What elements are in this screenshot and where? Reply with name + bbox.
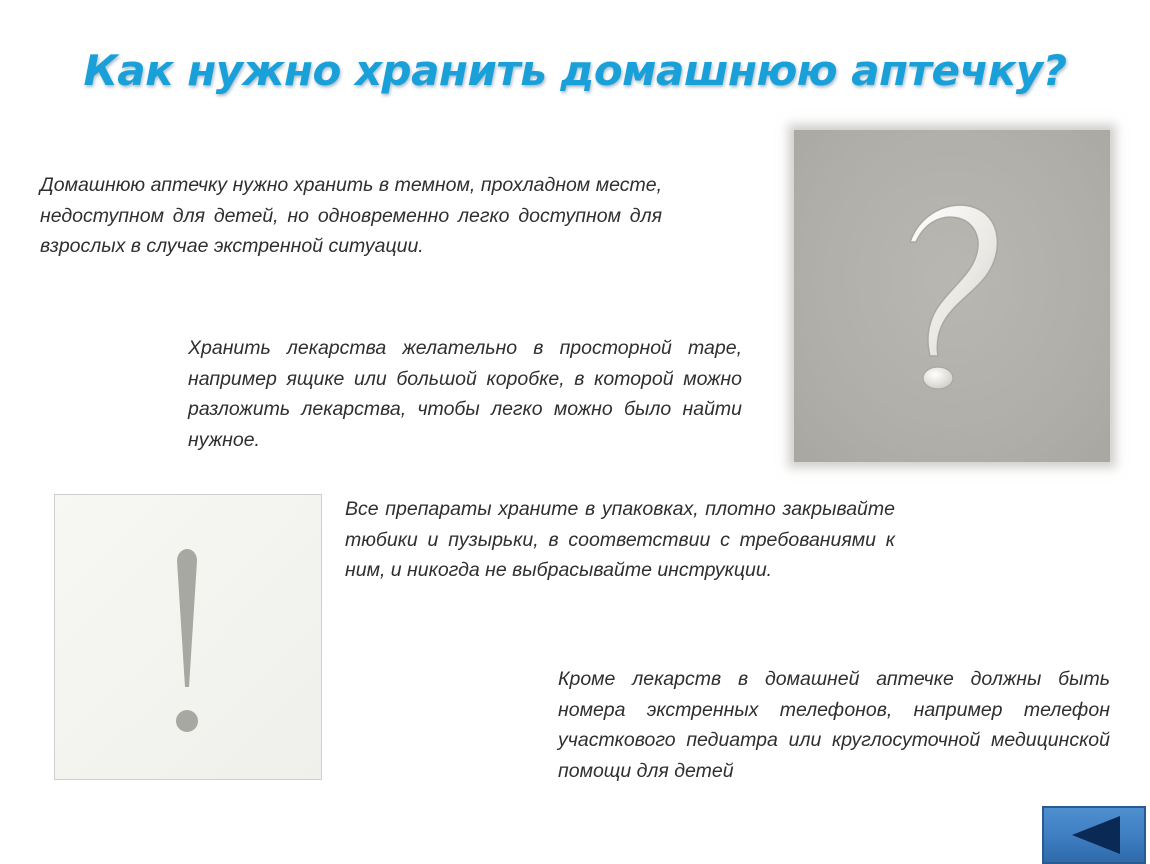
paragraph-storage-container: Хранить лекарства желательно в просторной таре, например ящике или большой коробке, в которой можно разложить лекарства, чтобы легко можно было найти нужное. <box>188 337 742 451</box>
paragraph-storage-place: Домашнюю аптечку нужно хранить в темном, прохладном месте, недоступном для детей, но одновременно легко доступном для взрослых в случае экстренной ситуации. <box>40 174 662 257</box>
paragraph-emergency-phones: Кроме лекарств в домашней аптечке должны быть номера экстренных телефонов, например телефон участкового педиатра или круглосуточной медицинской помощи для детей <box>558 668 1110 782</box>
question-image <box>794 130 1110 462</box>
paragraph-packaging: Все препараты храните в упаковках, плотно закрывайте тюбики и пузырьки, в соответствии с требованиями к ним, и никогда не выбрасывайте инструкции. <box>345 498 895 581</box>
exclamation-mark-icon <box>55 495 323 781</box>
back-button[interactable] <box>1042 806 1146 864</box>
slide-title: Как нужно хранить домашнюю аптечку? <box>83 46 1067 95</box>
triangle-left-icon <box>1044 808 1144 862</box>
exclamation-image <box>54 494 322 780</box>
question-mark-icon <box>794 130 1110 462</box>
